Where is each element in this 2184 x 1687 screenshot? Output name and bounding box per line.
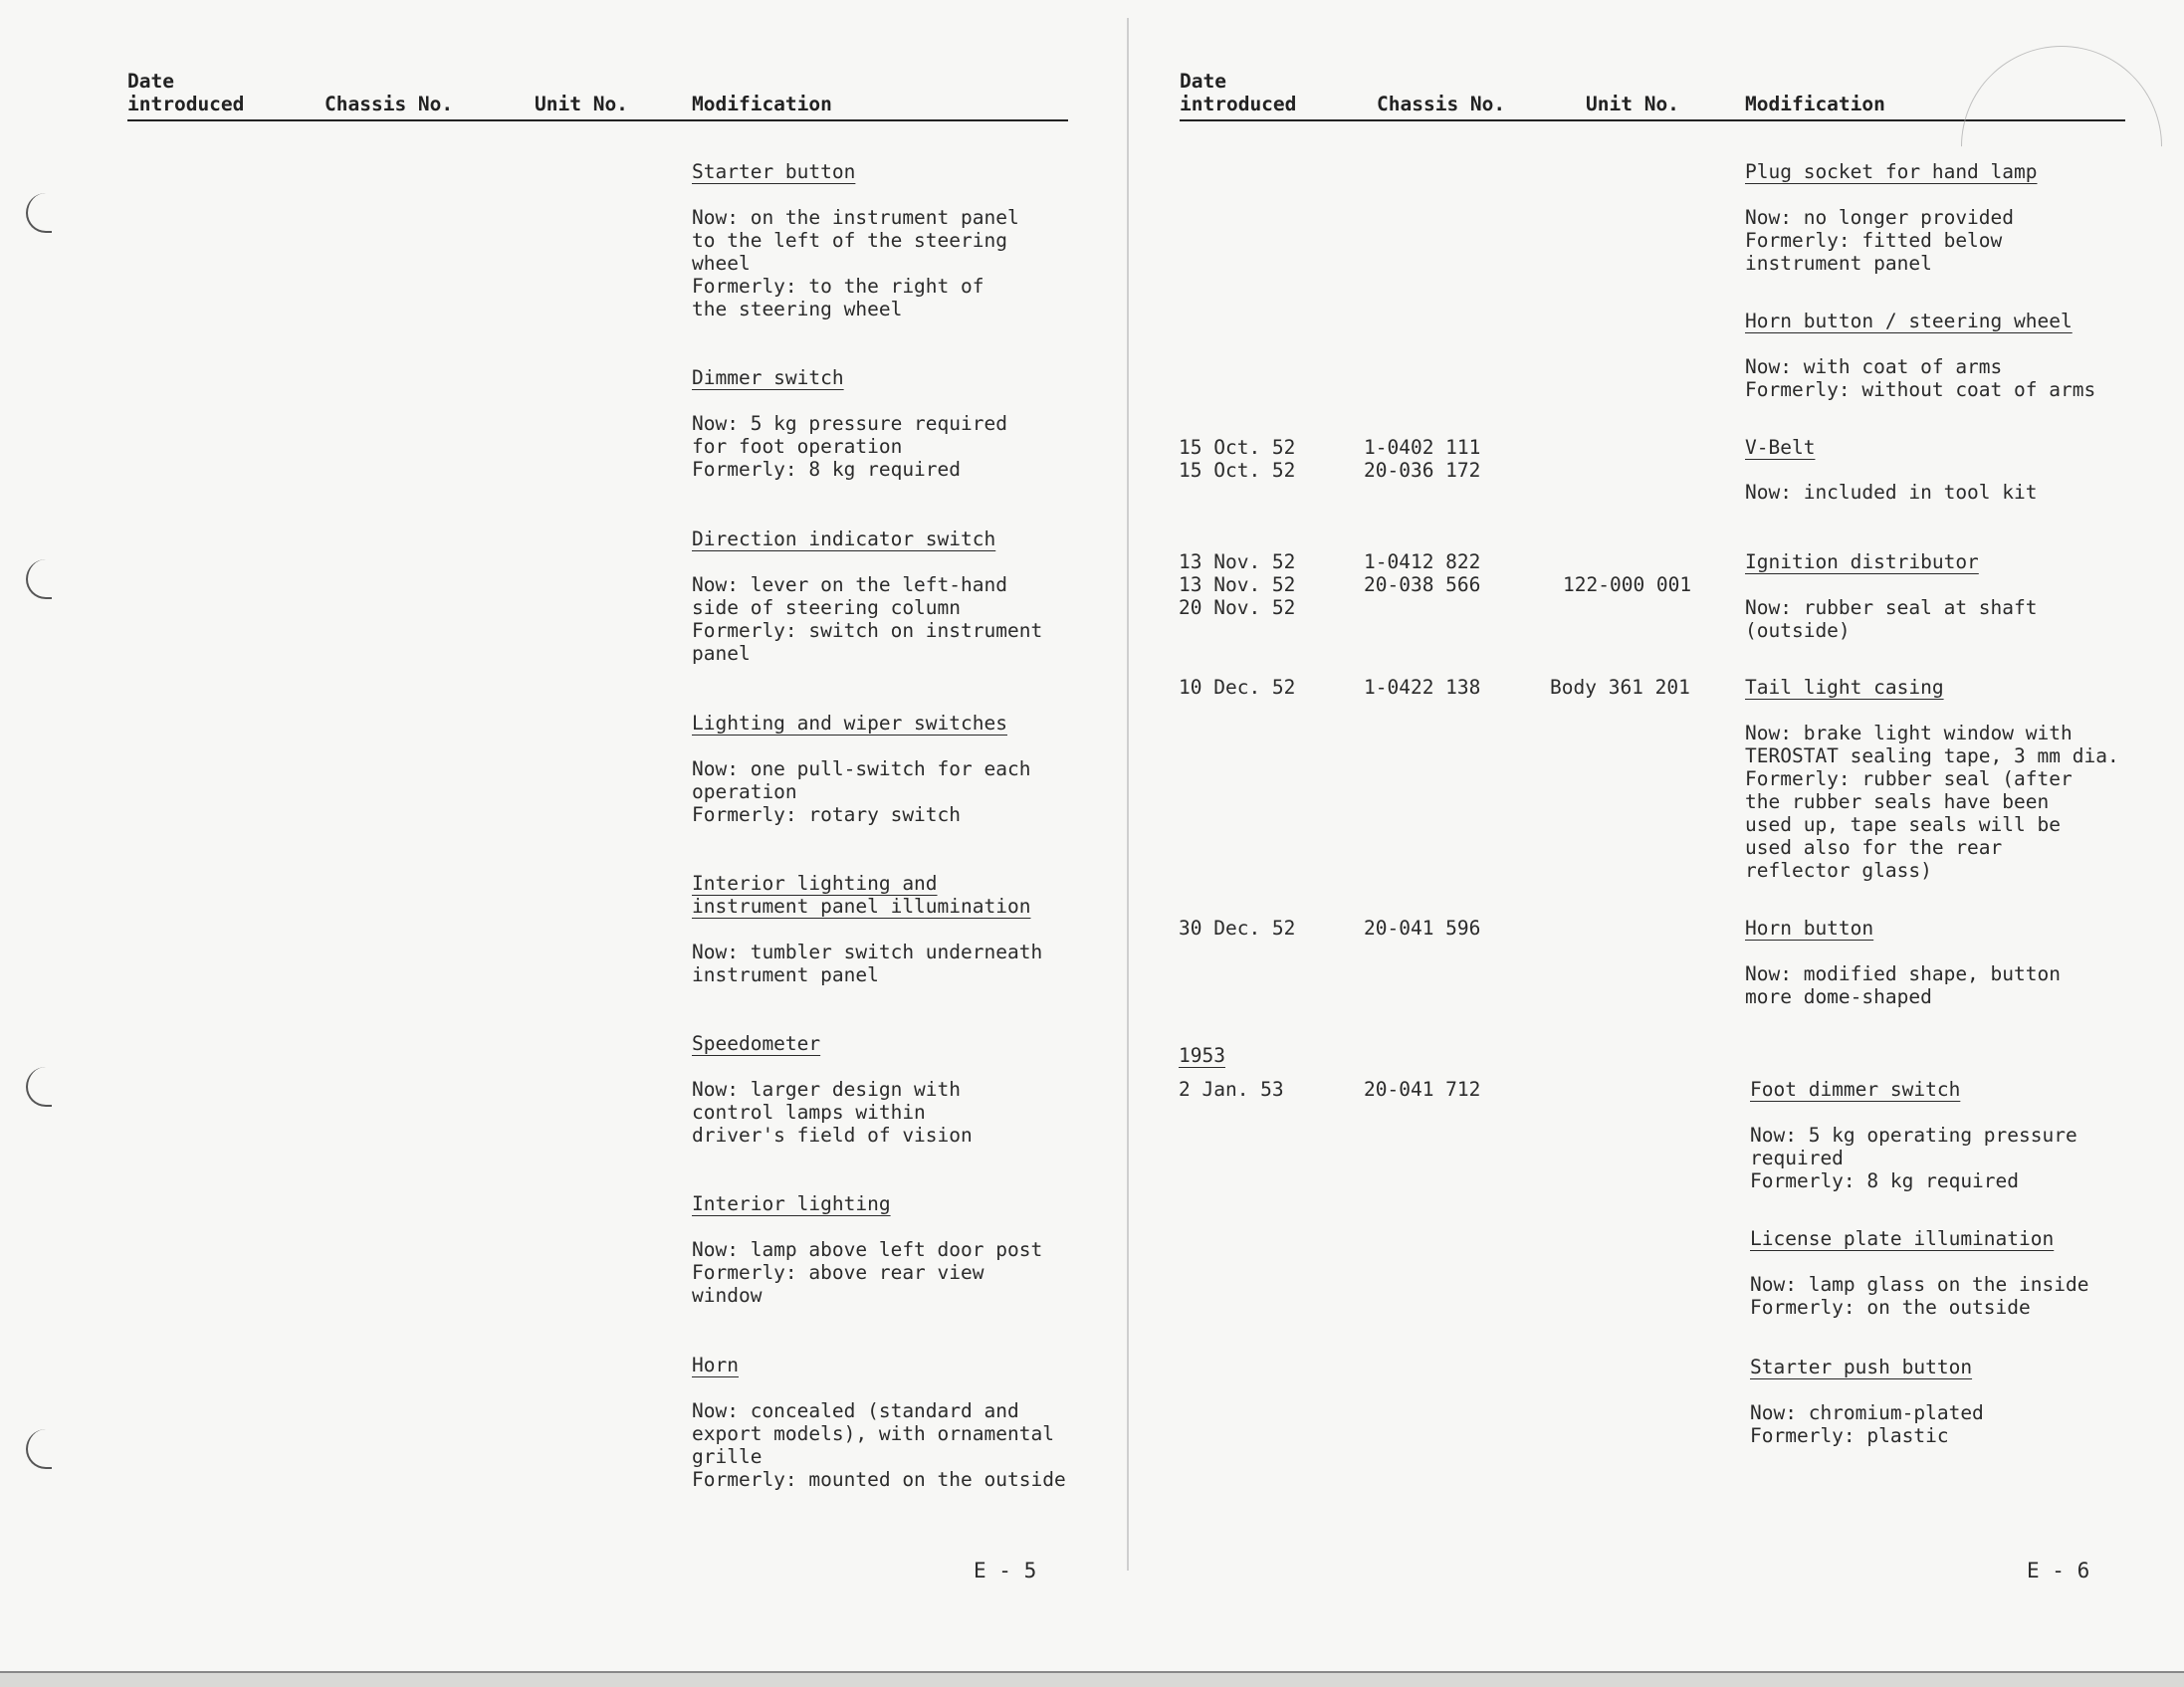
entry-body: Now: lever on the left-hand side of steering column Formerly: switch on instrument panel xyxy=(692,573,1043,665)
entry-date: 13 Nov. 52 13 Nov. 52 20 Nov. 52 xyxy=(1179,550,1296,619)
header-unit-no: Unit No. xyxy=(535,93,628,115)
entry-date: 10 Dec. 52 xyxy=(1179,676,1296,699)
entry-body: Now: one pull-switch for each operation Formerly: rotary switch xyxy=(692,757,1031,826)
entry-body: Now: lamp glass on the inside Formerly: on the outside xyxy=(1750,1273,2089,1319)
entry-chassis: 20-041 712 xyxy=(1364,1078,1481,1101)
header-unit-no: Unit No. xyxy=(1586,93,1679,115)
entry-title: Foot dimmer switch xyxy=(1750,1078,1961,1101)
entry-body: Now: 5 kg operating pressure required Formerly: 8 kg required xyxy=(1750,1124,2077,1192)
entry-body: Now: on the instrument panel to the left of the steering wheel Formerly: to the right of the steering wheel xyxy=(692,206,1019,320)
entry-date: 30 Dec. 52 xyxy=(1179,917,1296,940)
entry-chassis: 20-041 596 xyxy=(1364,917,1481,940)
entry-body: Now: rubber seal at shaft (outside) xyxy=(1745,596,2038,642)
entry-title: Plug socket for hand lamp xyxy=(1745,160,2038,183)
header-chassis-no: Chassis No. xyxy=(1377,93,1506,115)
entry-title: Direction indicator switch xyxy=(692,527,996,550)
entry-body: Now: lamp above left door post Formerly: above rear view window xyxy=(692,1238,1043,1307)
entry-title: Interior lighting xyxy=(692,1192,891,1215)
entry-title: Horn button / steering wheel xyxy=(1745,310,2073,332)
header-chassis-no: Chassis No. xyxy=(325,93,454,115)
entry-unit: 122-000 001 xyxy=(1563,573,1692,596)
entry-body: Now: with coat of arms Formerly: without coat of arms xyxy=(1745,355,2096,401)
entry-title: Interior lighting and instrument panel illumination xyxy=(692,872,1031,918)
entry-body: Now: tumbler switch underneath instrument panel xyxy=(692,941,1043,986)
scan-bottom-edge xyxy=(0,1671,2184,1687)
entry-body: Now: included in tool kit xyxy=(1745,481,2038,504)
page-number: E - 5 xyxy=(974,1559,1037,1582)
entry-title: License plate illumination xyxy=(1750,1227,2055,1250)
entry-body: Now: chromium-plated Formerly: plastic xyxy=(1750,1401,1984,1447)
entry-title: Starter push button xyxy=(1750,1356,1973,1378)
entry-unit: Body 361 201 xyxy=(1550,676,1690,699)
entry-title: Starter button xyxy=(692,160,856,183)
entry-title: Horn button xyxy=(1745,917,1874,940)
entry-body: Now: brake light window with TEROSTAT sealing tape, 3 mm dia. Formerly: rubber seal (after the rubber seals have been used up, tape seals will be used also for the rear reflector glass) xyxy=(1745,722,2119,882)
entry-chassis: 1-0402 111 20-036 172 xyxy=(1364,436,1481,482)
entry-title: V-Belt xyxy=(1745,436,1816,459)
entry-title: Dimmer switch xyxy=(692,366,844,389)
page-number: E - 6 xyxy=(2027,1559,2090,1582)
header-date-introduced: Date introduced xyxy=(127,70,245,115)
entry-body: Now: modified shape, button more dome-shaped xyxy=(1745,962,2061,1008)
entry-body: Now: 5 kg pressure required for foot operation Formerly: 8 kg required xyxy=(692,412,1007,481)
entry-date: 2 Jan. 53 xyxy=(1179,1078,1284,1101)
entry-chassis: 1-0422 138 xyxy=(1364,676,1481,699)
entry-title: Horn xyxy=(692,1354,739,1376)
header-modification: Modification xyxy=(692,93,832,115)
page-e6 xyxy=(1128,0,2184,1687)
entry-body: Now: larger design with control lamps within driver's field of vision xyxy=(692,1078,973,1147)
entry-date: 15 Oct. 52 15 Oct. 52 xyxy=(1179,436,1296,482)
entry-body: Now: no longer provided Formerly: fitted below instrument panel xyxy=(1745,206,2015,275)
entry-title: Speedometer xyxy=(692,1032,821,1055)
entry-title: Lighting and wiper switches xyxy=(692,712,1007,735)
year-heading: 1953 xyxy=(1179,1044,1225,1067)
header-rule xyxy=(127,119,1068,121)
entry-title: Tail light casing xyxy=(1745,676,1944,699)
header-modification: Modification xyxy=(1745,93,1885,115)
entry-title: Ignition distributor xyxy=(1745,550,1979,573)
entry-chassis: 1-0412 822 20-038 566 xyxy=(1364,550,1481,596)
header-date-introduced: Date introduced xyxy=(1180,70,1297,115)
entry-body: Now: concealed (standard and export models), with ornamental grille Formerly: mounted on the outside xyxy=(692,1399,1066,1491)
